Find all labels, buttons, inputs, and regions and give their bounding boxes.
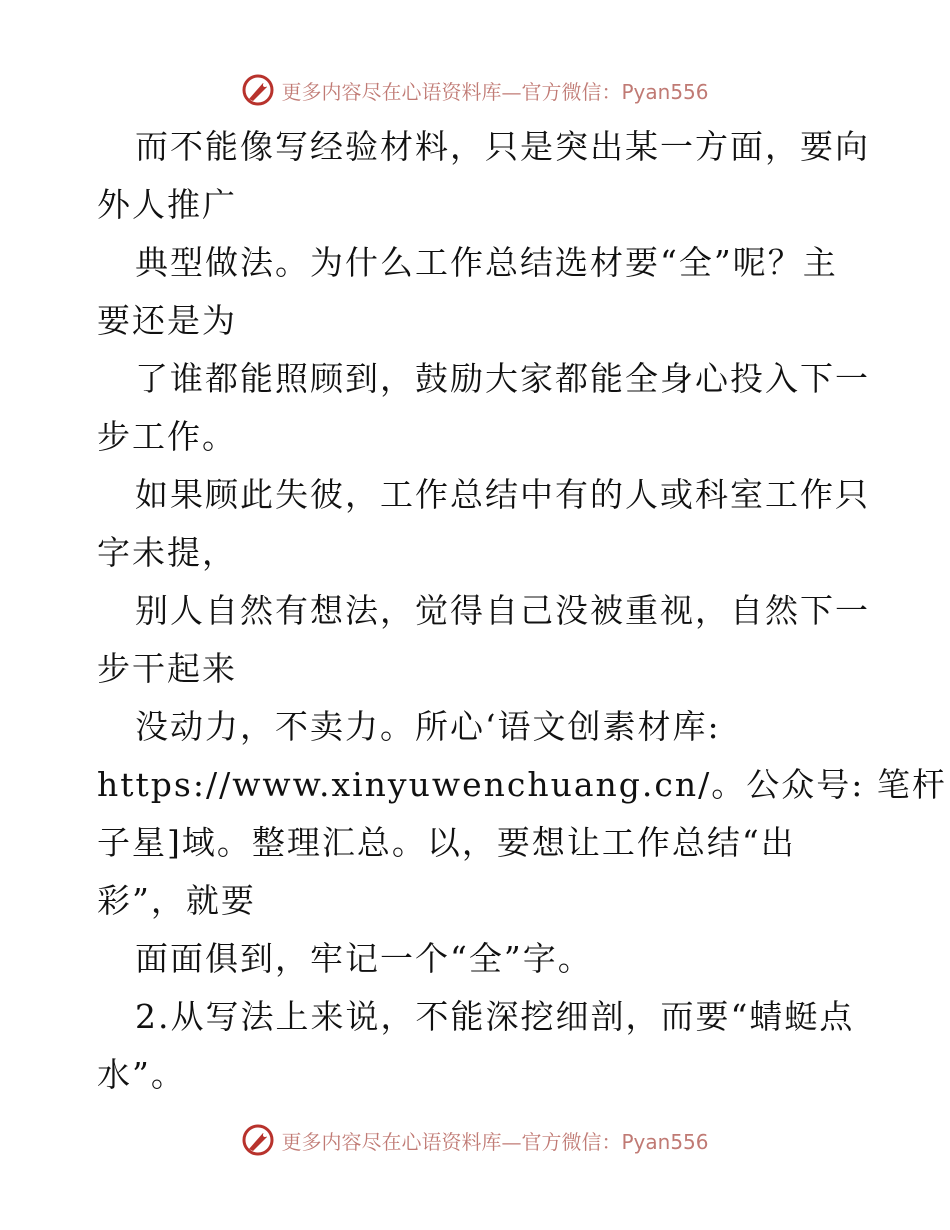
text-line: 了谁都能照顾到，鼓励大家都能全身心投入下一	[135, 359, 870, 398]
text-line: 水”。	[97, 1055, 186, 1094]
pen-logo-icon	[241, 1123, 275, 1157]
text-line: 面面俱到，牢记一个“全”字。	[135, 939, 593, 978]
text-line: 别人自然有想法，觉得自己没被重视，自然下一	[135, 591, 870, 630]
header-banner	[0, 70, 950, 110]
text-line: 没动力，不卖力。所心‘语文创素材库:	[135, 707, 721, 746]
banner-text	[281, 1126, 708, 1155]
text-line: 2.从写法上来说，不能深挖细剖，而要“蜻蜓点	[135, 997, 855, 1036]
text-line: 字未提，	[97, 533, 237, 572]
text-line: 如果顾此失彼，工作总结中有的人或科室工作只	[135, 475, 870, 514]
text-line: 子星]域。整理汇总。以，要想让工作总结“出	[97, 823, 796, 862]
footer-banner	[0, 1120, 950, 1160]
banner-wechat-id: Pyan556	[621, 79, 709, 104]
document-body	[97, 118, 947, 1104]
text-line: 步工作。	[97, 417, 237, 456]
banner-text	[281, 76, 708, 105]
text-line: https://www.xinyuwenchuang.cn/。公众号: 笔杆	[97, 765, 947, 804]
pen-logo-icon	[241, 73, 275, 107]
text-line: 典型做法。为什么工作总结选材要“全”呢？主	[135, 243, 838, 282]
text-line: 要还是为	[97, 301, 237, 340]
banner-label: 更多内容尽在心语资料库—官方微信：	[281, 1129, 622, 1154]
text-line: 外人推广	[97, 185, 237, 224]
banner-label: 更多内容尽在心语资料库—官方微信：	[281, 79, 622, 104]
text-line: 而不能像写经验材料，只是突出某一方面，要向	[135, 127, 870, 166]
text-line: 彩”，就要	[97, 881, 256, 920]
banner-wechat-id: Pyan556	[621, 1129, 709, 1154]
text-line: 步干起来	[97, 649, 237, 688]
